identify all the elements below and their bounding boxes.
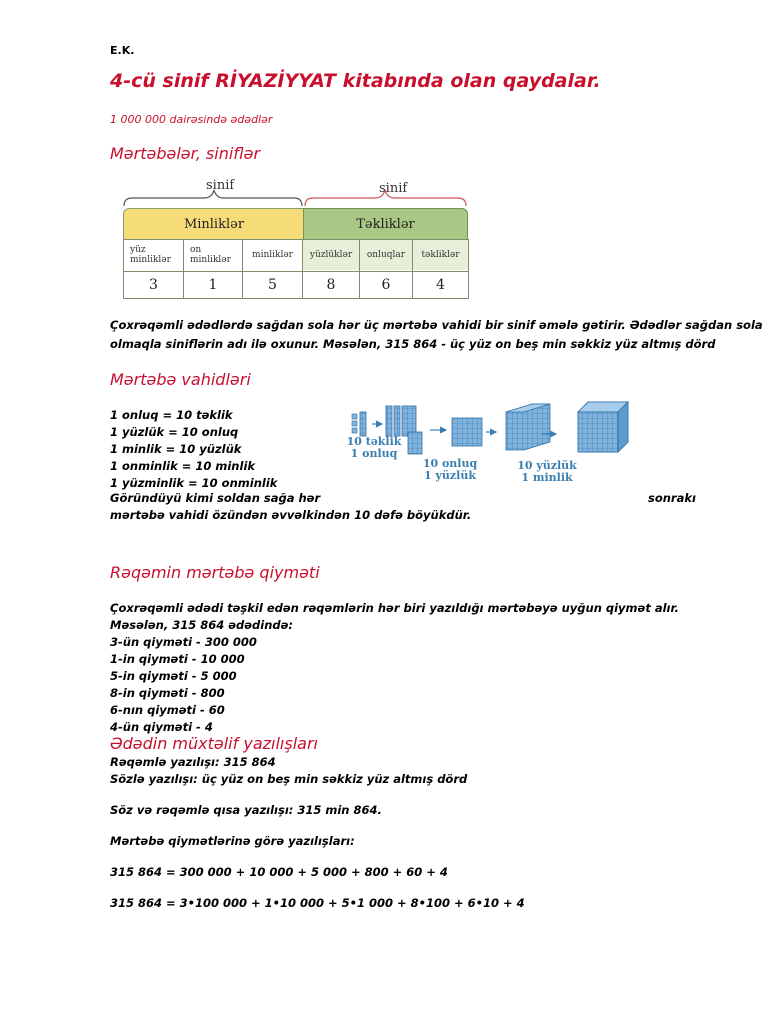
- notation-digits: Rəqəmlə yazılışı: 315 864: [110, 755, 276, 769]
- notation-short: Söz və rəqəmlə qısa yazılışı: 315 min 864.: [110, 803, 382, 817]
- unit-equivalences: [110, 407, 277, 492]
- place-value-table-figure: [120, 178, 470, 300]
- table-column: [243, 240, 303, 298]
- units-note-end: sonrakı: [648, 491, 696, 505]
- place-value-list: [110, 600, 679, 736]
- table-column: [124, 240, 184, 298]
- caption-ten-ones: [344, 436, 404, 460]
- notation-expansion-1: 315 864 = 300 000 + 10 000 + 5 000 + 800 + 60 + 4: [110, 865, 448, 879]
- notation-words: Sözlə yazılışı: üç yüz on beş min səkkiz yüz altmış dörd: [110, 772, 468, 786]
- section-title-rank-units: Mərtəbə vahidləri: [110, 370, 251, 389]
- table-column: [413, 240, 468, 298]
- band-units: Təkliklər: [303, 208, 468, 240]
- unit-line: 1 yüzlük = 10 onluq: [110, 425, 239, 439]
- caption-line: 10 onluq: [422, 457, 478, 470]
- table-cells: [123, 239, 469, 299]
- caption-line: 10 yüzlük: [517, 459, 577, 472]
- table-column: [303, 240, 360, 298]
- caption-line: 10 təklik: [346, 435, 402, 448]
- caption-line: 1 minlik: [521, 471, 573, 484]
- caption-ten-tens: [420, 458, 480, 482]
- column-label: təkliklər: [413, 240, 468, 270]
- column-label: on minliklər: [190, 245, 231, 265]
- table-column: [184, 240, 243, 298]
- caption-line: 1 onluq: [350, 447, 398, 460]
- column-digit: 1: [184, 271, 242, 298]
- table-column: [360, 240, 413, 298]
- page-title: 4-cü sinif RİYAZİYYAT kitabında olan qaydalar.: [110, 70, 601, 92]
- place-value-line: Çoxrəqəmli ədədi təşkil edən rəqəmlərin hər biri yazıldığı mərtəbəyə uyğun qiymət alır.: [110, 601, 679, 615]
- column-label: yüz minliklər: [130, 245, 171, 265]
- column-label: onluqlar: [360, 240, 412, 270]
- column-label: minliklər: [252, 250, 293, 260]
- section-title-digit-value: Rəqəmin mərtəbə qiyməti: [110, 563, 320, 582]
- units-note-line2: mərtəbə vahidi özündən əvvəlkindən 10 dəfə böyükdür.: [110, 508, 472, 522]
- section-title-notations: Ədədin müxtəlif yazılışları: [110, 734, 318, 753]
- place-value-line: 4-ün qiyməti - 4: [110, 720, 213, 734]
- author-initials: E.K.: [110, 44, 135, 57]
- column-digit: 3: [124, 271, 183, 298]
- place-value-line: 1-in qiyməti - 10 000: [110, 652, 245, 666]
- place-value-line: 5-in qiyməti - 5 000: [110, 669, 237, 683]
- caption-line: 1 yüzlük: [424, 469, 476, 482]
- column-label: yüzlüklər: [303, 240, 359, 270]
- place-value-line: 8-in qiyməti - 800: [110, 686, 225, 700]
- caption-ten-hundreds: [512, 460, 582, 484]
- class-label-right: sinif: [379, 181, 408, 196]
- paragraph-classes-line2: olmaqla siniflərin adı ilə oxunur. Məsələn, 315 864 - üç yüz on beş min səkkiz yüz altmış dörd: [110, 337, 716, 351]
- band-thousands: Minliklər: [123, 208, 304, 240]
- unit-line: 1 minlik = 10 yüzlük: [110, 442, 242, 456]
- column-digit: 4: [413, 271, 468, 298]
- unit-line: 1 onminlik = 10 minlik: [110, 459, 256, 473]
- place-value-line: Məsələn, 315 864 ədədində:: [110, 618, 294, 632]
- page-subtitle: 1 000 000 dairəsində ədədlər: [110, 113, 273, 126]
- column-digit: 8: [303, 271, 359, 298]
- unit-line: 1 onluq = 10 təklik: [110, 408, 233, 422]
- class-braces: [120, 178, 470, 208]
- place-value-line: 3-ün qiyməti - 300 000: [110, 635, 257, 649]
- place-value-line: 6-nın qiyməti - 60: [110, 703, 225, 717]
- notation-by-place-heading: Mərtəbə qiymətlərinə görə yazılışları:: [110, 834, 355, 848]
- class-label-left: sinif: [206, 178, 235, 193]
- notation-expansion-2: 315 864 = 3•100 000 + 1•10 000 + 5•1 000 + 8•100 + 6•10 + 4: [110, 896, 525, 910]
- units-note-start: Göründüyü kimi soldan sağa hər: [110, 491, 321, 505]
- base-ten-blocks-figure: [342, 398, 632, 490]
- paragraph-classes-line1: Çoxrəqəmli ədədlərdə sağdan sola hər üç mərtəbə vahidi bir sinif əmələ gətirir. Ədədlər sağdan sola: [110, 318, 763, 332]
- section-title-ranks-classes: Mərtəbələr, siniflər: [110, 144, 261, 163]
- column-digit: 5: [243, 271, 302, 298]
- unit-line: 1 yüzminlik = 10 onminlik: [110, 476, 278, 490]
- column-digit: 6: [360, 271, 412, 298]
